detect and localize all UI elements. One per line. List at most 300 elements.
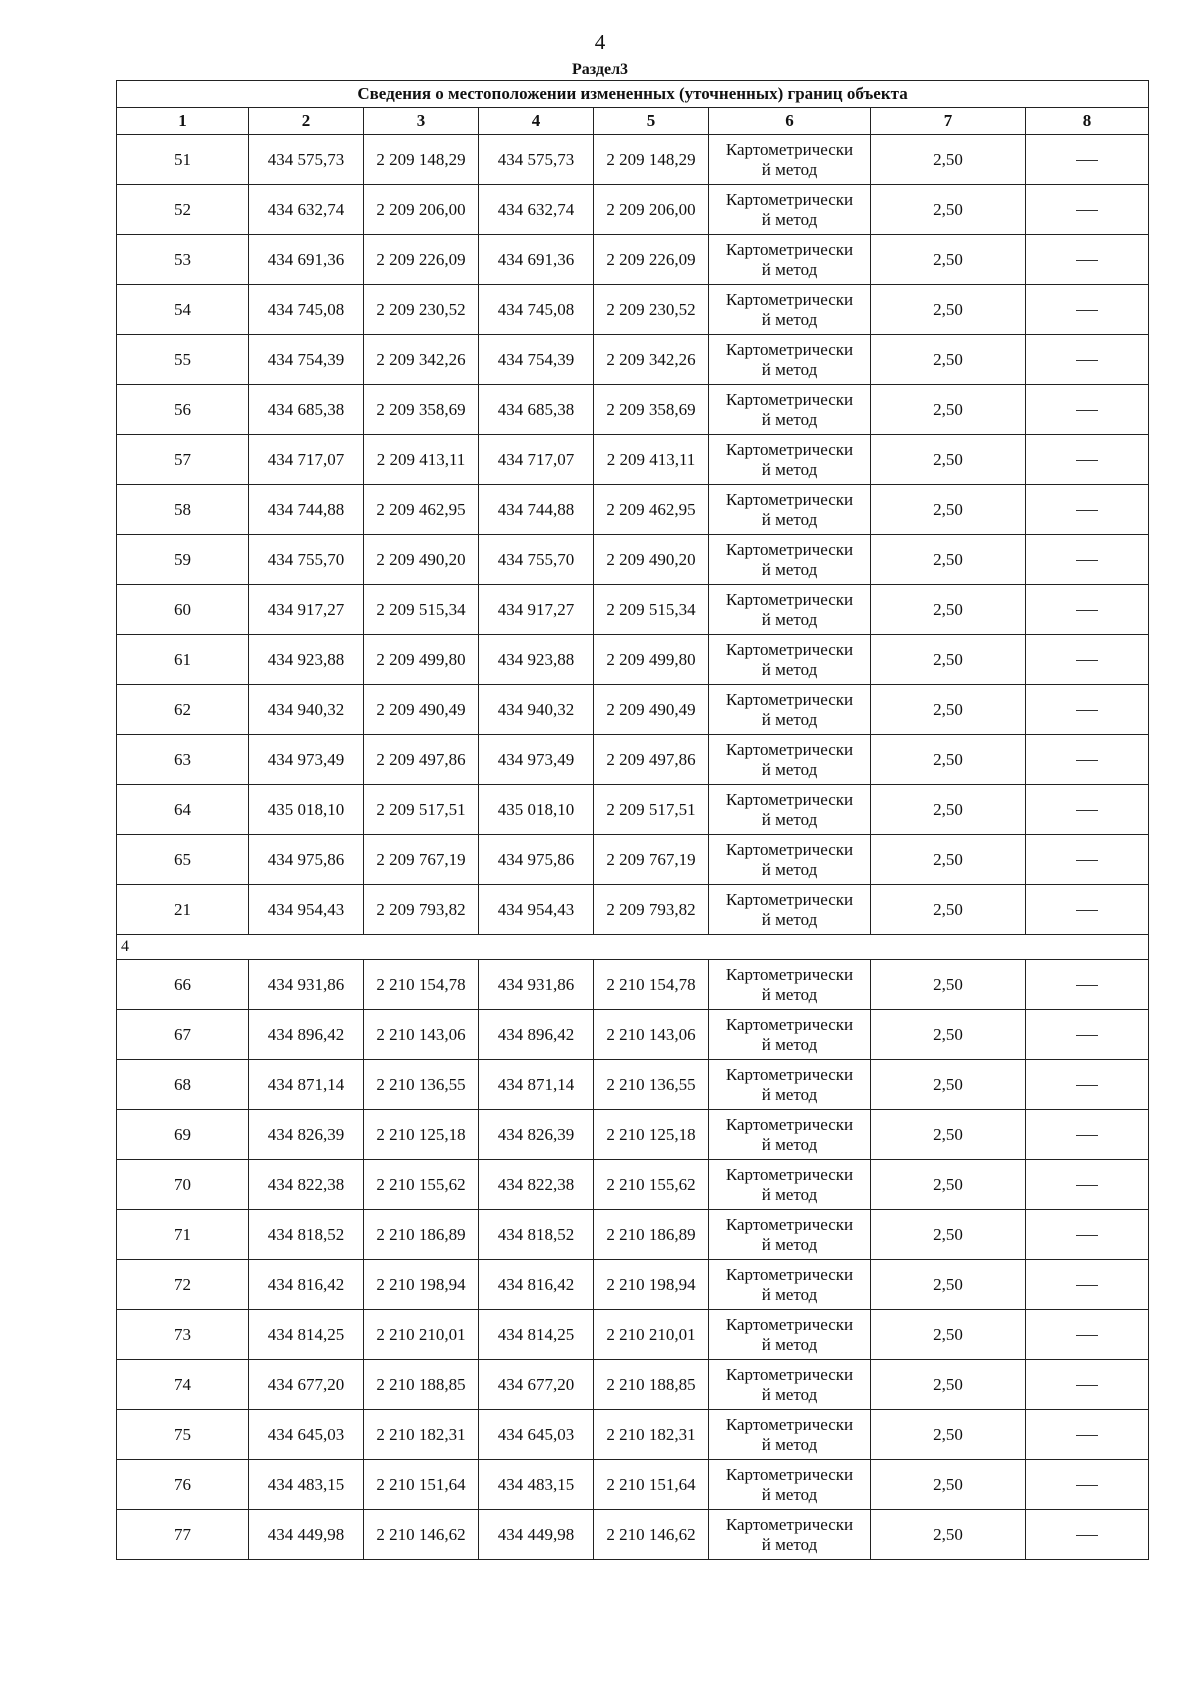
- refined-y-cell: 2 210 210,01: [594, 1310, 709, 1360]
- table-row: [117, 1060, 1149, 1110]
- method-cell: [709, 535, 871, 585]
- method-line: й метод: [761, 609, 818, 629]
- existing-x-cell: 434 818,52: [249, 1210, 364, 1260]
- refined-x-cell: 434 826,39: [479, 1110, 594, 1160]
- table-row: [117, 1410, 1149, 1460]
- refined-y-cell: 2 209 148,29: [594, 135, 709, 185]
- page-number: 4: [594, 30, 606, 54]
- point-number-cell: 59: [117, 535, 249, 585]
- existing-y-cell: 2 209 230,52: [364, 285, 479, 335]
- accuracy-cell: 2,50: [871, 185, 1026, 235]
- refined-x-cell: 434 954,43: [479, 885, 594, 935]
- column-header: 8: [1026, 108, 1149, 135]
- table-body: [117, 135, 1149, 1560]
- method-cell: [709, 1360, 871, 1410]
- contour-group-row: [117, 935, 1149, 960]
- existing-x-cell: 434 940,32: [249, 685, 364, 735]
- table-row: [117, 1210, 1149, 1260]
- existing-y-cell: 2 210 154,78: [364, 960, 479, 1010]
- column-header: 3: [364, 108, 479, 135]
- method-line: й метод: [761, 1084, 818, 1104]
- method-line: Картометрически: [725, 539, 854, 559]
- method-cell: [709, 185, 871, 235]
- method-line: Картометрически: [725, 739, 854, 759]
- refined-x-cell: 434 483,15: [479, 1460, 594, 1510]
- dash-mark: [1076, 260, 1098, 261]
- accuracy-cell: 2,50: [871, 1060, 1026, 1110]
- table-row: [117, 1160, 1149, 1210]
- method-line: Картометрически: [725, 1114, 854, 1134]
- existing-y-cell: 2 209 342,26: [364, 335, 479, 385]
- refined-y-cell: 2 210 182,31: [594, 1410, 709, 1460]
- refined-y-cell: 2 210 143,06: [594, 1010, 709, 1060]
- empty-value-cell: [1026, 185, 1149, 235]
- method-line: й метод: [761, 1284, 818, 1304]
- table-row: [117, 335, 1149, 385]
- method-line: й метод: [761, 1034, 818, 1054]
- method-line: й метод: [761, 159, 818, 179]
- refined-y-cell: 2 210 186,89: [594, 1210, 709, 1260]
- existing-y-cell: 2 209 206,00: [364, 185, 479, 235]
- refined-x-cell: 434 917,27: [479, 585, 594, 635]
- existing-x-cell: 434 449,98: [249, 1510, 364, 1560]
- method-line: Картометрически: [725, 1514, 854, 1534]
- empty-value-cell: [1026, 785, 1149, 835]
- dash-mark: [1076, 1085, 1098, 1086]
- accuracy-cell: 2,50: [871, 635, 1026, 685]
- refined-x-cell: 434 814,25: [479, 1310, 594, 1360]
- refined-y-cell: 2 209 490,20: [594, 535, 709, 585]
- refined-x-cell: 434 744,88: [479, 485, 594, 535]
- method-line: Картометрически: [725, 1014, 854, 1034]
- method-cell: [709, 1210, 871, 1260]
- point-number-cell: 61: [117, 635, 249, 685]
- accuracy-cell: 2,50: [871, 135, 1026, 185]
- existing-y-cell: 2 209 462,95: [364, 485, 479, 535]
- existing-y-cell: 2 210 146,62: [364, 1510, 479, 1560]
- dash-mark: [1076, 460, 1098, 461]
- existing-x-cell: 434 931,86: [249, 960, 364, 1010]
- method-line: Картометрически: [725, 1414, 854, 1434]
- refined-y-cell: 2 209 490,49: [594, 685, 709, 735]
- method-cell: [709, 585, 871, 635]
- method-line: Картометрически: [725, 1464, 854, 1484]
- point-number-cell: 52: [117, 185, 249, 235]
- point-number-cell: 67: [117, 1010, 249, 1060]
- accuracy-cell: 2,50: [871, 1510, 1026, 1560]
- method-line: й метод: [761, 209, 818, 229]
- dash-mark: [1076, 210, 1098, 211]
- dash-mark: [1076, 910, 1098, 911]
- method-line: Картометрически: [725, 289, 854, 309]
- existing-y-cell: 2 209 793,82: [364, 885, 479, 935]
- method-cell: [709, 1460, 871, 1510]
- boundary-coordinates-table: [116, 80, 1149, 1560]
- method-cell: [709, 1410, 871, 1460]
- existing-x-cell: 434 814,25: [249, 1310, 364, 1360]
- column-header: 6: [709, 108, 871, 135]
- table-row: [117, 635, 1149, 685]
- table-row: [117, 185, 1149, 235]
- existing-y-cell: 2 210 143,06: [364, 1010, 479, 1060]
- existing-y-cell: 2 209 148,29: [364, 135, 479, 185]
- refined-y-cell: 2 209 358,69: [594, 385, 709, 435]
- accuracy-cell: 2,50: [871, 885, 1026, 935]
- method-line: й метод: [761, 709, 818, 729]
- method-line: Картометрически: [725, 189, 854, 209]
- table-row: [117, 735, 1149, 785]
- accuracy-cell: 2,50: [871, 485, 1026, 535]
- empty-value-cell: [1026, 1110, 1149, 1160]
- existing-y-cell: 2 210 188,85: [364, 1360, 479, 1410]
- refined-x-cell: 434 677,20: [479, 1360, 594, 1410]
- point-number-cell: 54: [117, 285, 249, 335]
- existing-x-cell: 434 755,70: [249, 535, 364, 585]
- method-line: Картометрически: [725, 839, 854, 859]
- existing-x-cell: 434 973,49: [249, 735, 364, 785]
- method-cell: [709, 335, 871, 385]
- method-line: Картометрически: [725, 964, 854, 984]
- method-cell: [709, 285, 871, 335]
- table-row: [117, 135, 1149, 185]
- dash-mark: [1076, 1335, 1098, 1336]
- point-number-cell: 70: [117, 1160, 249, 1210]
- existing-x-cell: 434 745,08: [249, 285, 364, 335]
- method-line: й метод: [761, 459, 818, 479]
- dash-mark: [1076, 1185, 1098, 1186]
- dash-mark: [1076, 1135, 1098, 1136]
- existing-y-cell: 2 210 155,62: [364, 1160, 479, 1210]
- method-cell: [709, 1060, 871, 1110]
- existing-x-cell: 434 816,42: [249, 1260, 364, 1310]
- refined-x-cell: 434 975,86: [479, 835, 594, 885]
- dash-mark: [1076, 360, 1098, 361]
- dash-mark: [1076, 1285, 1098, 1286]
- refined-y-cell: 2 210 154,78: [594, 960, 709, 1010]
- method-cell: [709, 485, 871, 535]
- method-line: й метод: [761, 559, 818, 579]
- method-line: й метод: [761, 859, 818, 879]
- table-row: [117, 485, 1149, 535]
- refined-x-cell: 434 923,88: [479, 635, 594, 685]
- method-line: й метод: [761, 809, 818, 829]
- refined-x-cell: 434 717,07: [479, 435, 594, 485]
- table-row: [117, 435, 1149, 485]
- method-cell: [709, 835, 871, 885]
- method-line: Картометрически: [725, 1364, 854, 1384]
- empty-value-cell: [1026, 435, 1149, 485]
- existing-x-cell: 434 754,39: [249, 335, 364, 385]
- empty-value-cell: [1026, 585, 1149, 635]
- existing-x-cell: 434 691,36: [249, 235, 364, 285]
- existing-y-cell: 2 210 186,89: [364, 1210, 479, 1260]
- existing-x-cell: 434 975,86: [249, 835, 364, 885]
- existing-y-cell: 2 209 497,86: [364, 735, 479, 785]
- refined-x-cell: 434 632,74: [479, 185, 594, 235]
- refined-y-cell: 2 210 146,62: [594, 1510, 709, 1560]
- accuracy-cell: 2,50: [871, 1260, 1026, 1310]
- method-cell: [709, 885, 871, 935]
- empty-value-cell: [1026, 1410, 1149, 1460]
- empty-value-cell: [1026, 1210, 1149, 1260]
- point-number-cell: 64: [117, 785, 249, 835]
- existing-x-cell: 434 954,43: [249, 885, 364, 935]
- refined-y-cell: 2 210 136,55: [594, 1060, 709, 1110]
- empty-value-cell: [1026, 485, 1149, 535]
- accuracy-cell: 2,50: [871, 685, 1026, 735]
- empty-value-cell: [1026, 685, 1149, 735]
- point-number-cell: 73: [117, 1310, 249, 1360]
- method-line: й метод: [761, 984, 818, 1004]
- existing-x-cell: 434 677,20: [249, 1360, 364, 1410]
- empty-value-cell: [1026, 385, 1149, 435]
- existing-x-cell: 434 744,88: [249, 485, 364, 535]
- refined-x-cell: 434 645,03: [479, 1410, 594, 1460]
- point-number-cell: 71: [117, 1210, 249, 1260]
- existing-x-cell: 434 645,03: [249, 1410, 364, 1460]
- method-line: й метод: [761, 1384, 818, 1404]
- refined-x-cell: 434 691,36: [479, 235, 594, 285]
- method-cell: [709, 435, 871, 485]
- method-cell: [709, 135, 871, 185]
- refined-y-cell: 2 210 188,85: [594, 1360, 709, 1410]
- method-cell: [709, 1310, 871, 1360]
- table-caption: Сведения о местоположении измененных (уточненных) границ объекта: [117, 81, 1149, 108]
- point-number-cell: 76: [117, 1460, 249, 1510]
- point-number-cell: 21: [117, 885, 249, 935]
- column-number-row: [117, 108, 1149, 135]
- method-cell: [709, 735, 871, 785]
- table-row: [117, 835, 1149, 885]
- table-row: [117, 1260, 1149, 1310]
- refined-y-cell: 2 209 206,00: [594, 185, 709, 235]
- dash-mark: [1076, 860, 1098, 861]
- section-title: Раздел3: [571, 61, 629, 78]
- existing-y-cell: 2 210 125,18: [364, 1110, 479, 1160]
- point-number-cell: 56: [117, 385, 249, 435]
- point-number-cell: 58: [117, 485, 249, 535]
- method-cell: [709, 385, 871, 435]
- accuracy-cell: 2,50: [871, 785, 1026, 835]
- method-cell: [709, 635, 871, 685]
- refined-x-cell: 434 818,52: [479, 1210, 594, 1260]
- accuracy-cell: 2,50: [871, 535, 1026, 585]
- refined-x-cell: 434 754,39: [479, 335, 594, 385]
- empty-value-cell: [1026, 1360, 1149, 1410]
- column-header: 4: [479, 108, 594, 135]
- refined-y-cell: 2 209 342,26: [594, 335, 709, 385]
- empty-value-cell: [1026, 1460, 1149, 1510]
- table-row: [117, 885, 1149, 935]
- refined-x-cell: 434 940,32: [479, 685, 594, 735]
- method-line: Картометрически: [725, 1314, 854, 1334]
- refined-y-cell: 2 209 515,34: [594, 585, 709, 635]
- method-line: Картометрически: [725, 139, 854, 159]
- refined-y-cell: 2 209 462,95: [594, 485, 709, 535]
- accuracy-cell: 2,50: [871, 585, 1026, 635]
- method-cell: [709, 1010, 871, 1060]
- point-number-cell: 60: [117, 585, 249, 635]
- table-row: [117, 1310, 1149, 1360]
- dash-mark: [1076, 810, 1098, 811]
- method-line: Картометрически: [725, 1064, 854, 1084]
- accuracy-cell: 2,50: [871, 1160, 1026, 1210]
- method-line: Картометрически: [725, 1214, 854, 1234]
- existing-x-cell: 434 917,27: [249, 585, 364, 635]
- accuracy-cell: 2,50: [871, 735, 1026, 785]
- accuracy-cell: 2,50: [871, 385, 1026, 435]
- refined-y-cell: 2 209 793,82: [594, 885, 709, 935]
- existing-y-cell: 2 210 182,31: [364, 1410, 479, 1460]
- accuracy-cell: 2,50: [871, 835, 1026, 885]
- point-number-cell: 69: [117, 1110, 249, 1160]
- method-line: й метод: [761, 909, 818, 929]
- method-cell: [709, 1110, 871, 1160]
- dash-mark: [1076, 560, 1098, 561]
- method-line: Картометрически: [725, 1264, 854, 1284]
- method-line: Картометрически: [725, 689, 854, 709]
- empty-value-cell: [1026, 1060, 1149, 1110]
- dash-mark: [1076, 1485, 1098, 1486]
- existing-x-cell: 435 018,10: [249, 785, 364, 835]
- method-line: й метод: [761, 1484, 818, 1504]
- refined-y-cell: 2 210 198,94: [594, 1260, 709, 1310]
- dash-mark: [1076, 160, 1098, 161]
- dash-mark: [1076, 760, 1098, 761]
- table-row: [117, 1110, 1149, 1160]
- point-number-cell: 62: [117, 685, 249, 735]
- existing-y-cell: 2 209 490,49: [364, 685, 479, 735]
- existing-y-cell: 2 209 226,09: [364, 235, 479, 285]
- existing-y-cell: 2 209 517,51: [364, 785, 479, 835]
- accuracy-cell: 2,50: [871, 235, 1026, 285]
- dash-mark: [1076, 310, 1098, 311]
- table-row: [117, 785, 1149, 835]
- method-line: й метод: [761, 1134, 818, 1154]
- empty-value-cell: [1026, 1510, 1149, 1560]
- method-line: Картометрически: [725, 639, 854, 659]
- refined-x-cell: 434 931,86: [479, 960, 594, 1010]
- existing-x-cell: 434 923,88: [249, 635, 364, 685]
- accuracy-cell: 2,50: [871, 1460, 1026, 1510]
- empty-value-cell: [1026, 235, 1149, 285]
- point-number-cell: 65: [117, 835, 249, 885]
- column-header: 2: [249, 108, 364, 135]
- table-caption-row: [117, 81, 1149, 108]
- dash-mark: [1076, 610, 1098, 611]
- method-cell: [709, 960, 871, 1010]
- accuracy-cell: 2,50: [871, 435, 1026, 485]
- empty-value-cell: [1026, 960, 1149, 1010]
- dash-mark: [1076, 985, 1098, 986]
- column-header: 1: [117, 108, 249, 135]
- empty-value-cell: [1026, 1160, 1149, 1210]
- empty-value-cell: [1026, 635, 1149, 685]
- refined-x-cell: 434 816,42: [479, 1260, 594, 1310]
- method-line: Картометрически: [725, 389, 854, 409]
- method-cell: [709, 1160, 871, 1210]
- refined-y-cell: 2 209 226,09: [594, 235, 709, 285]
- empty-value-cell: [1026, 835, 1149, 885]
- method-line: Картометрически: [725, 589, 854, 609]
- dash-mark: [1076, 1235, 1098, 1236]
- table-row: [117, 960, 1149, 1010]
- column-header: 5: [594, 108, 709, 135]
- method-line: Картометрически: [725, 789, 854, 809]
- method-line: й метод: [761, 409, 818, 429]
- table-row: [117, 535, 1149, 585]
- method-line: й метод: [761, 509, 818, 529]
- column-header: 7: [871, 108, 1026, 135]
- accuracy-cell: 2,50: [871, 1310, 1026, 1360]
- method-cell: [709, 1510, 871, 1560]
- empty-value-cell: [1026, 1260, 1149, 1310]
- dash-mark: [1076, 1535, 1098, 1536]
- refined-y-cell: 2 209 497,86: [594, 735, 709, 785]
- refined-y-cell: 2 210 155,62: [594, 1160, 709, 1210]
- table-row: [117, 285, 1149, 335]
- existing-x-cell: 434 575,73: [249, 135, 364, 185]
- table-row: [117, 1510, 1149, 1560]
- accuracy-cell: 2,50: [871, 335, 1026, 385]
- refined-y-cell: 2 209 499,80: [594, 635, 709, 685]
- empty-value-cell: [1026, 135, 1149, 185]
- point-number-cell: 55: [117, 335, 249, 385]
- refined-x-cell: 434 745,08: [479, 285, 594, 335]
- empty-value-cell: [1026, 1010, 1149, 1060]
- existing-x-cell: 434 632,74: [249, 185, 364, 235]
- existing-y-cell: 2 209 358,69: [364, 385, 479, 435]
- refined-x-cell: 434 896,42: [479, 1010, 594, 1060]
- accuracy-cell: 2,50: [871, 1360, 1026, 1410]
- existing-x-cell: 434 717,07: [249, 435, 364, 485]
- point-number-cell: 63: [117, 735, 249, 785]
- contour-group-label: 4: [117, 935, 1149, 960]
- method-line: Картометрически: [725, 489, 854, 509]
- accuracy-cell: 2,50: [871, 960, 1026, 1010]
- point-number-cell: 51: [117, 135, 249, 185]
- method-line: й метод: [761, 309, 818, 329]
- existing-y-cell: 2 210 210,01: [364, 1310, 479, 1360]
- dash-mark: [1076, 1035, 1098, 1036]
- empty-value-cell: [1026, 735, 1149, 785]
- dash-mark: [1076, 510, 1098, 511]
- point-number-cell: 75: [117, 1410, 249, 1460]
- refined-x-cell: 434 871,14: [479, 1060, 594, 1110]
- method-cell: [709, 1260, 871, 1310]
- method-cell: [709, 235, 871, 285]
- existing-x-cell: 434 685,38: [249, 385, 364, 435]
- refined-y-cell: 2 209 517,51: [594, 785, 709, 835]
- method-cell: [709, 685, 871, 735]
- existing-x-cell: 434 896,42: [249, 1010, 364, 1060]
- refined-x-cell: 434 755,70: [479, 535, 594, 585]
- existing-y-cell: 2 210 136,55: [364, 1060, 479, 1110]
- method-line: й метод: [761, 659, 818, 679]
- method-line: й метод: [761, 1434, 818, 1454]
- method-line: й метод: [761, 1334, 818, 1354]
- dash-mark: [1076, 710, 1098, 711]
- accuracy-cell: 2,50: [871, 1010, 1026, 1060]
- accuracy-cell: 2,50: [871, 1210, 1026, 1260]
- point-number-cell: 57: [117, 435, 249, 485]
- existing-y-cell: 2 209 499,80: [364, 635, 479, 685]
- dash-mark: [1076, 1435, 1098, 1436]
- point-number-cell: 74: [117, 1360, 249, 1410]
- method-cell: [709, 785, 871, 835]
- refined-x-cell: 434 822,38: [479, 1160, 594, 1210]
- existing-y-cell: 2 210 151,64: [364, 1460, 479, 1510]
